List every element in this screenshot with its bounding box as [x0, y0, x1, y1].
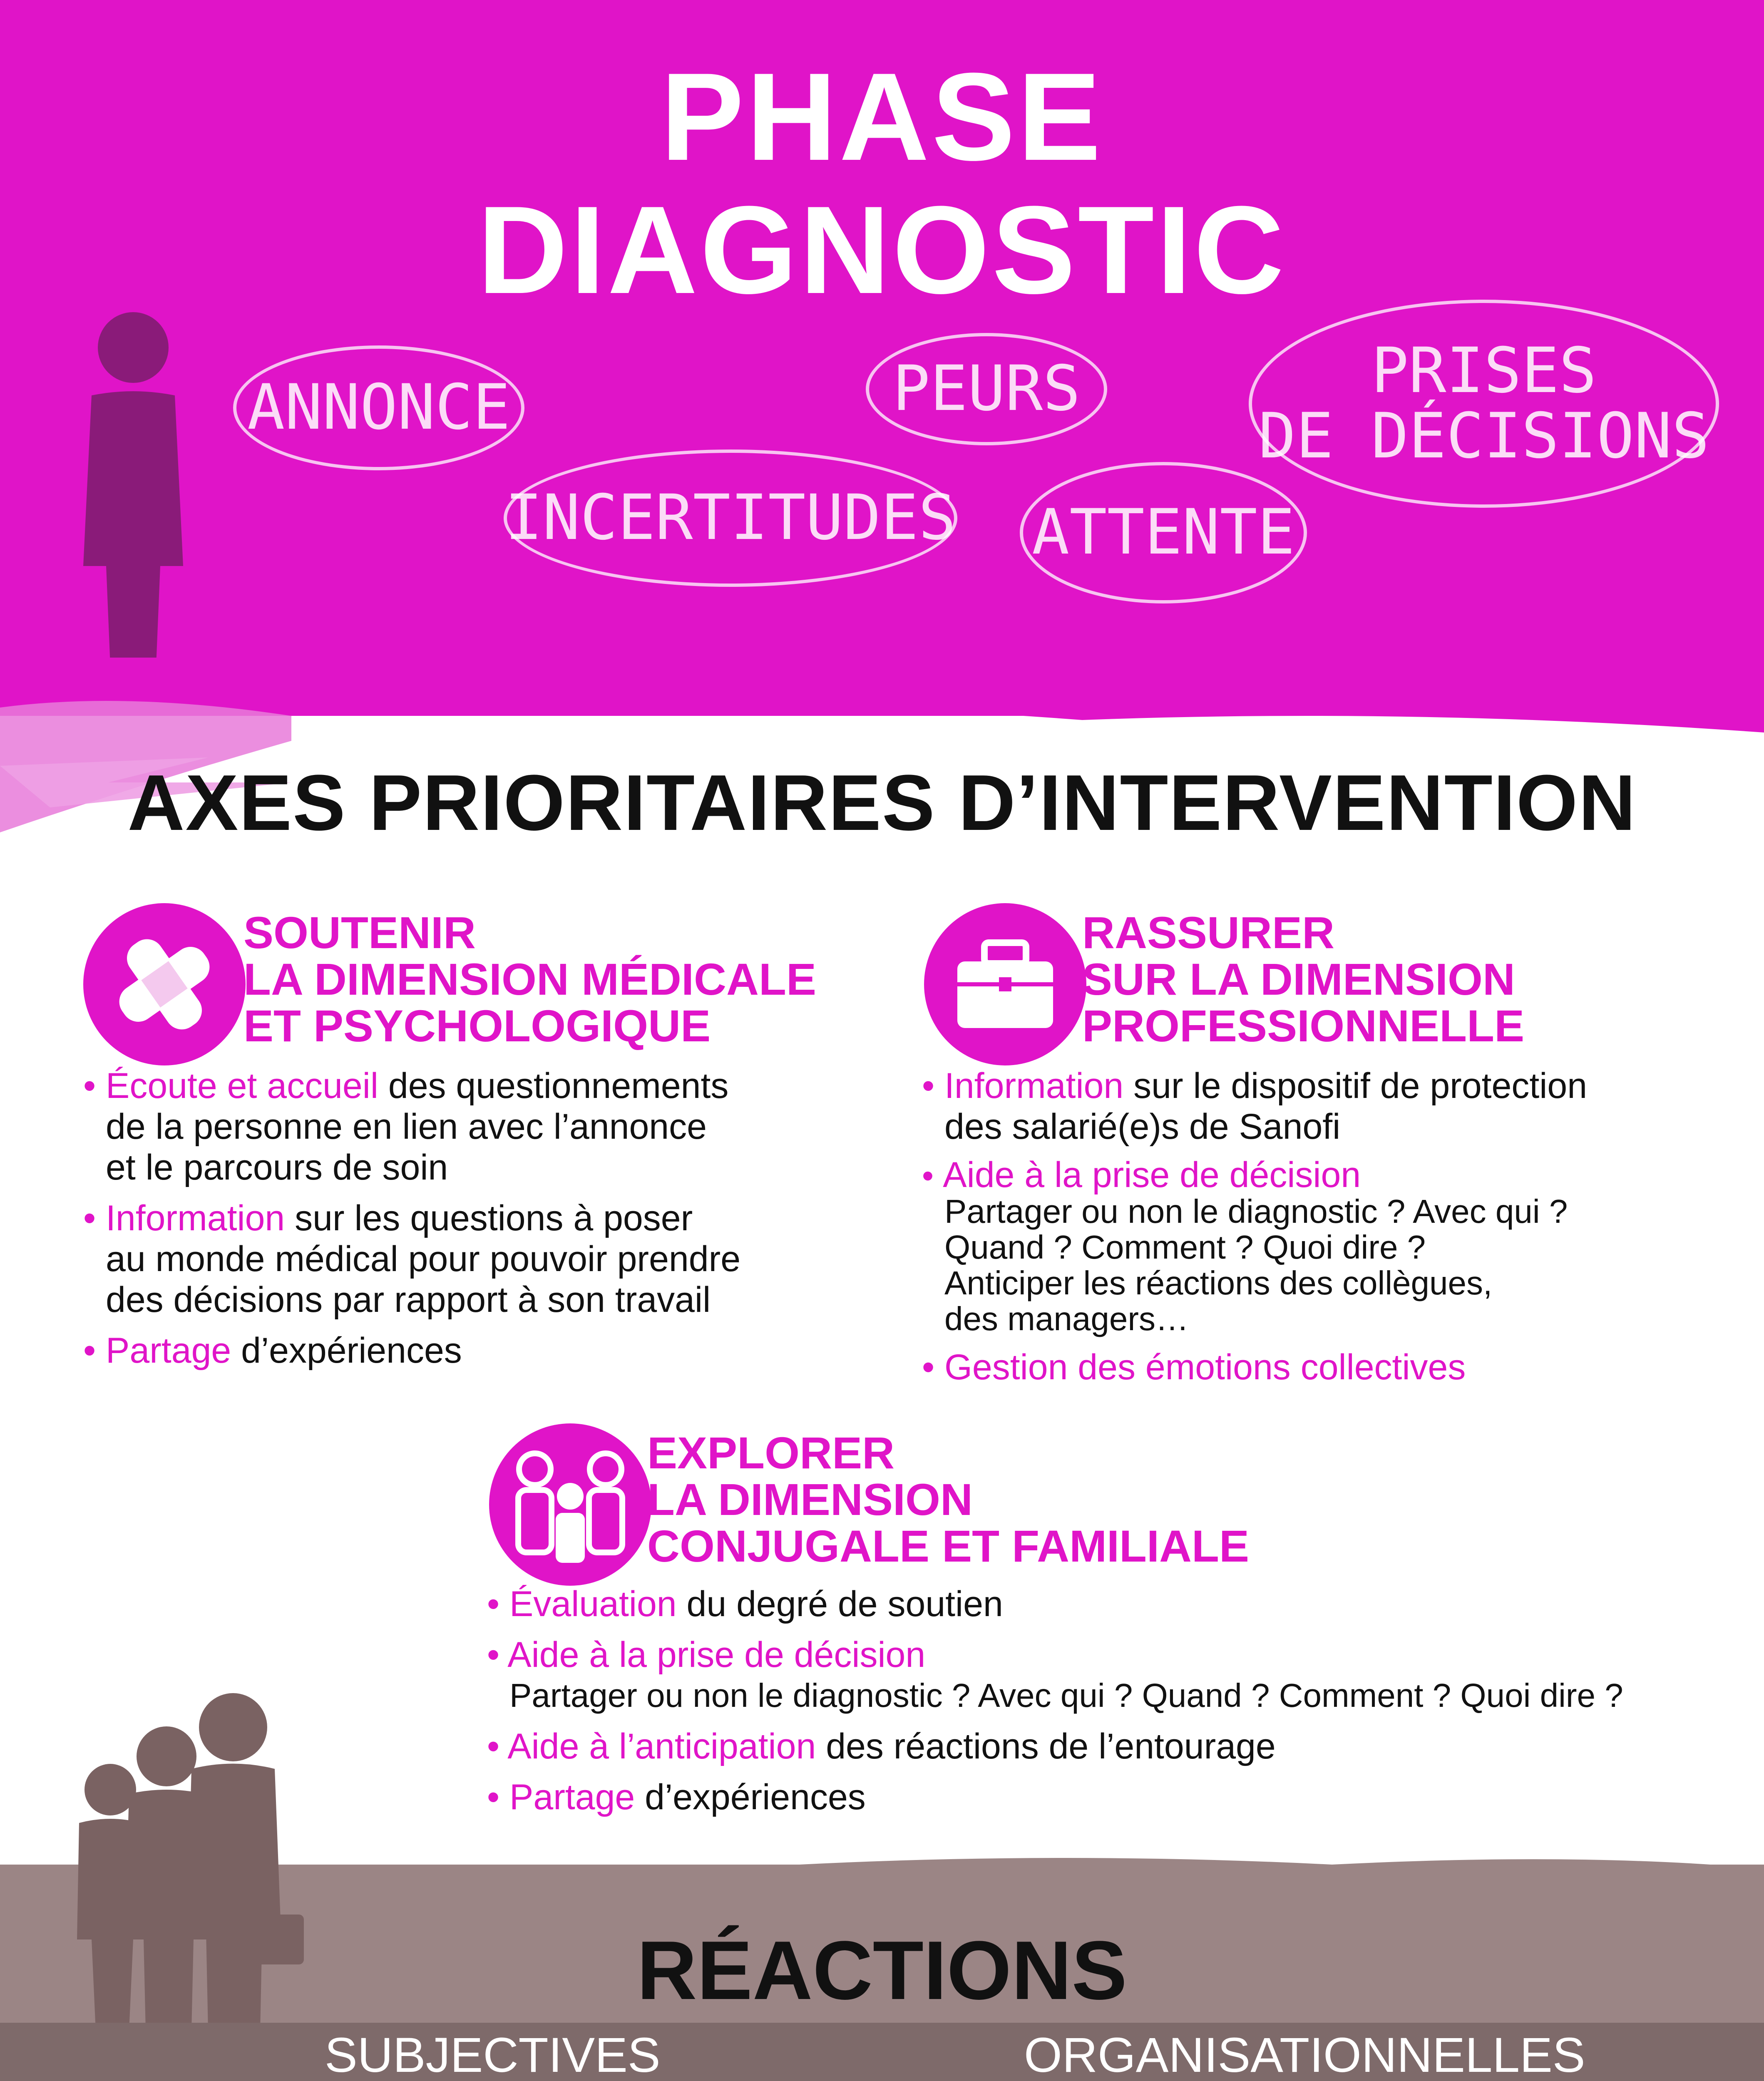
medical-title: SOUTENIR LA DIMENSION MÉDICALE ET PSYCHOLOGIQUE [243, 907, 816, 1051]
medical-circle [83, 903, 246, 1065]
oval-annonce: ANNONCE [233, 345, 524, 470]
organisationnelles-label: ORGANISATIONNELLES [1024, 2028, 1585, 2081]
oval-incertitudes: INCERTITUDES [504, 449, 957, 587]
medical-bullets [83, 1065, 832, 1381]
person-silhouette-icon [71, 308, 196, 666]
bandage-icon [83, 903, 246, 1065]
reactions-title: RÉACTIONS [637, 1924, 1127, 2017]
professional-circle [924, 903, 1086, 1065]
professional-bullets [922, 1065, 1734, 1398]
list-item: • Aide à la prise de décision Partager ou non le diagnostic ? Avec qui ? Quand ? Comment ? Quoi dire ? Anticiper les réactions des collègues, des managers… [922, 1155, 1568, 1337]
list-item: • Aide à la prise de décision Partager ou non le diagnostic ? Avec qui ? Quand ? Comment ? Quoi dire ? [487, 1635, 1623, 1714]
list-item: • Partage d’expériences [487, 1777, 866, 1817]
title-line-2: DIAGNOSTIC [477, 180, 1287, 320]
list-item: • Aide à l’anticipation des réactions de l’entourage [487, 1726, 1276, 1766]
list-item: • Gestion des émotions collectives [922, 1347, 1466, 1387]
page-title [0, 47, 1764, 320]
list-item: • Écoute et accueil des questionnements de la personne en lien avec l’annonce et le parcours de soin [83, 1066, 729, 1187]
briefcase-icon [924, 903, 1086, 1065]
oval-prises-de-decisions: PRISES DE DÉCISIONS [1249, 300, 1719, 508]
list-item: • Évaluation du degré de soutien [487, 1584, 1003, 1624]
family-icon [489, 1423, 651, 1586]
subjectives-label: SUBJECTIVES [325, 2028, 661, 2081]
family-bullets [487, 1584, 1715, 1828]
list-item: • Information sur les questions à poser au monde médical pour pouvoir prendre des décisions par rapport à son travail [83, 1198, 741, 1320]
axes-title: AXES PRIORITAIRES D’INTERVENTION [127, 759, 1637, 847]
list-item: • Information sur le dispositif de protection des salarié(e)s de Sanofi [922, 1066, 1588, 1147]
title-line-1: PHASE [661, 47, 1103, 186]
oval-peurs: PEURS [866, 333, 1107, 445]
professional-title: RASSURER SUR LA DIMENSION PROFESSIONNELLE [1082, 907, 1525, 1051]
list-item: • Partage d’expériences [83, 1331, 462, 1371]
family-title: EXPLORER LA DIMENSION CONJUGALE ET FAMILIALE [647, 1428, 1250, 1571]
oval-attente: ATTENTE [1020, 462, 1307, 603]
family-circle [489, 1423, 651, 1586]
